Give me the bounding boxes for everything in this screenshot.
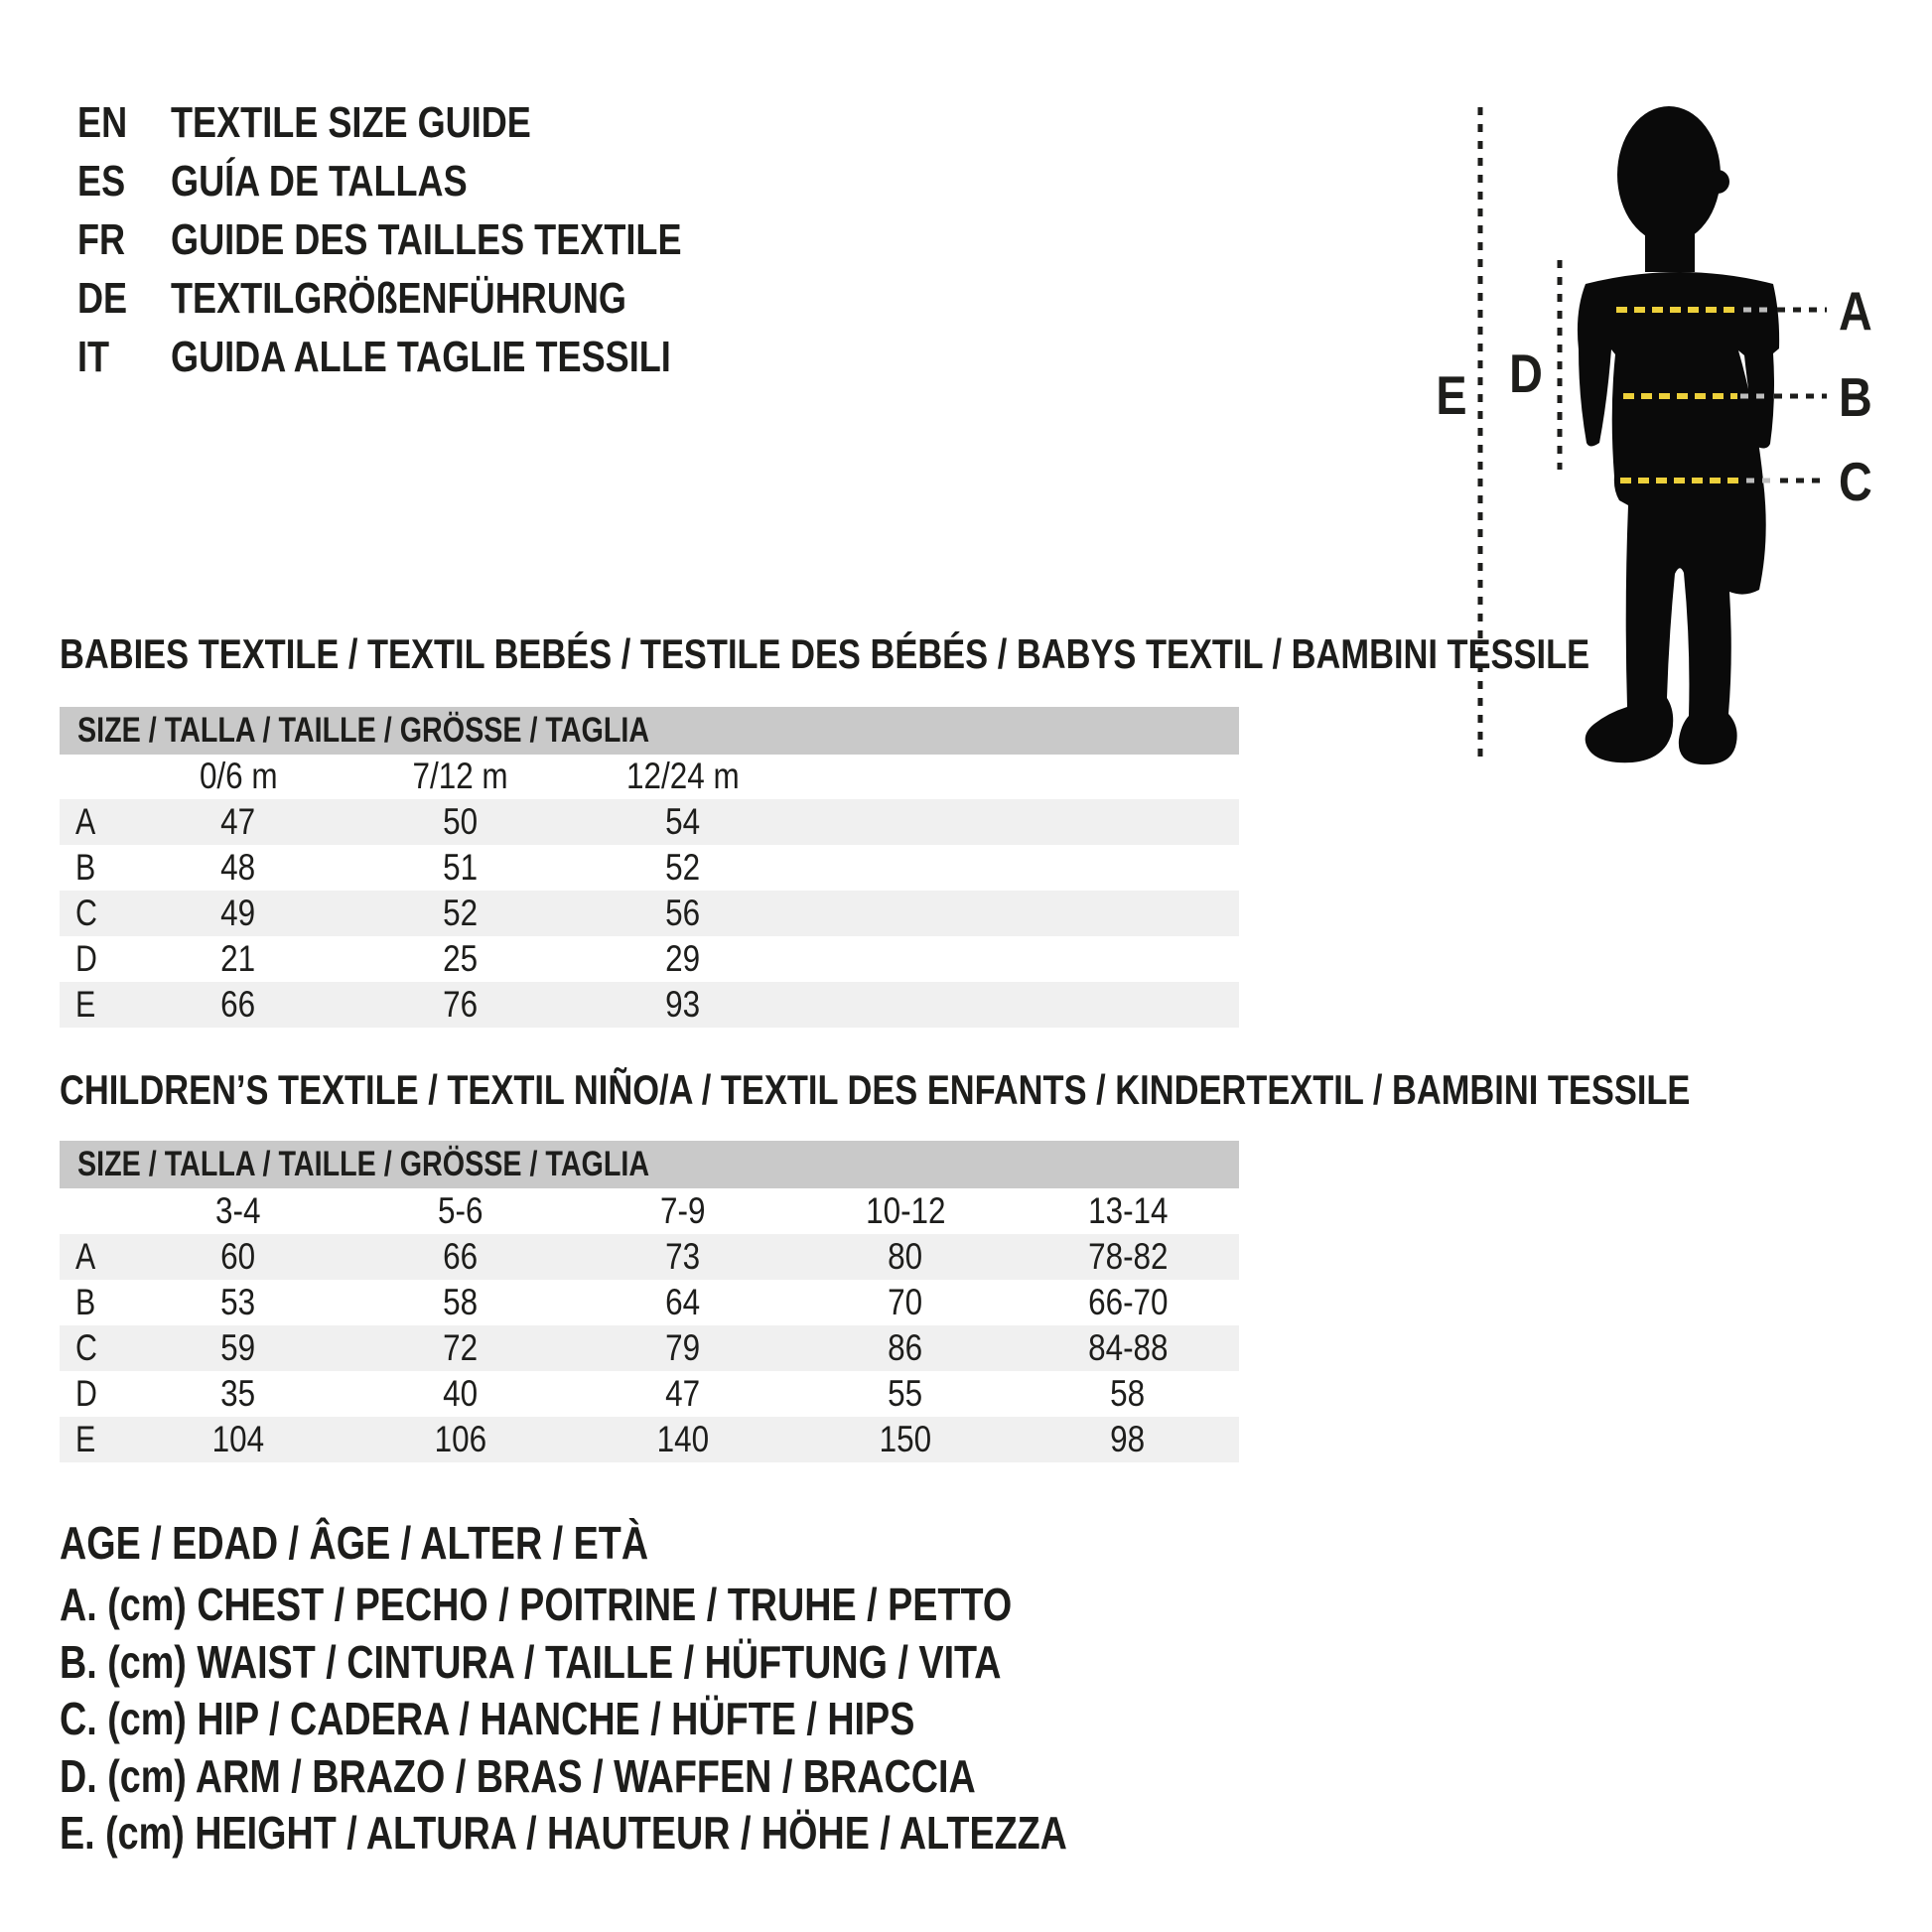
table-cell: 79 (665, 1327, 701, 1368)
table-cell: 52 (665, 847, 701, 888)
legend-line-arm: D. (cm) ARM / BRAZO / BRAS / WAFFEN / BRACCIA (60, 1750, 976, 1802)
figure-label-c: C (1839, 451, 1872, 512)
table-row (60, 845, 1239, 891)
table-cell: 29 (665, 938, 701, 979)
table-row (60, 1417, 1239, 1462)
table-cell: 76 (443, 984, 479, 1025)
legend-line-height: E. (cm) HEIGHT / ALTURA / HAUTEUR / HÖHE / ALTEZZA (60, 1807, 1067, 1859)
children-size-header-bar: SIZE / TALLA / TAILLE / GRÖSSE / TAGLIA (60, 1141, 1239, 1188)
measurement-figure (1420, 89, 1932, 784)
table-row (60, 936, 1239, 982)
babies-size-header-bar: SIZE / TALLA / TAILLE / GRÖSSE / TAGLIA (60, 707, 1239, 755)
children-column-header-row (60, 1188, 1239, 1234)
table-cell: 58 (443, 1282, 479, 1322)
table-row (60, 891, 1239, 936)
row-label: A (75, 801, 96, 842)
row-label: D (75, 938, 97, 979)
legend-age-line: AGE / EDAD / ÂGE / ALTER / ETÀ (60, 1517, 649, 1569)
language-title: GUÍA DE TALLAS (171, 157, 468, 206)
legend-line-hip: C. (cm) HIP / CADERA / HANCHE / HÜFTE / HIPS (60, 1693, 915, 1744)
table-cell: 66-70 (1087, 1282, 1169, 1322)
row-label: E (75, 984, 96, 1025)
table-cell: 106 (434, 1419, 487, 1459)
table-cell: 86 (888, 1327, 923, 1368)
table-cell: 35 (220, 1373, 256, 1414)
table-cell: 140 (656, 1419, 710, 1459)
table-row (60, 1371, 1239, 1417)
table-cell: 59 (220, 1327, 256, 1368)
column-header: 12/24 m (626, 756, 740, 796)
row-label: A (75, 1236, 96, 1277)
row-label: C (75, 1327, 97, 1368)
table-cell: 47 (220, 801, 256, 842)
language-code: IT (77, 333, 110, 381)
language-code: ES (77, 157, 126, 206)
figure-label-e: E (1436, 364, 1467, 426)
figure-label-a: A (1839, 280, 1872, 342)
column-header: 7/12 m (412, 756, 509, 796)
table-cell: 54 (665, 801, 701, 842)
table-cell: 78-82 (1087, 1236, 1169, 1277)
figure-label-d: D (1509, 343, 1543, 404)
legend-line-waist: B. (cm) WAIST / CINTURA / TAILLE / HÜFTUNG / VITA (60, 1636, 1002, 1688)
row-label: D (75, 1373, 97, 1414)
table-row (60, 1234, 1239, 1280)
table-cell: 60 (220, 1236, 256, 1277)
babies-section-heading: BABIES TEXTILE / TEXTIL BEBÉS / TESTILE DES BÉBÉS / BABYS TEXTIL / BAMBINI TESSILE (60, 630, 1590, 677)
table-cell: 73 (665, 1236, 701, 1277)
table-cell: 40 (443, 1373, 479, 1414)
table-cell: 93 (665, 984, 701, 1025)
column-header: 10-12 (865, 1190, 946, 1231)
table-cell: 52 (443, 893, 479, 933)
column-header: 3-4 (215, 1190, 261, 1231)
table-cell: 80 (888, 1236, 923, 1277)
table-cell: 56 (665, 893, 701, 933)
column-header: 7-9 (660, 1190, 706, 1231)
table-cell: 47 (665, 1373, 701, 1414)
row-label: E (75, 1419, 96, 1459)
table-cell: 49 (220, 893, 256, 933)
language-code: FR (77, 215, 126, 264)
table-row (60, 799, 1239, 845)
babies-column-header-row (60, 754, 1239, 799)
table-cell: 70 (888, 1282, 923, 1322)
table-cell: 53 (220, 1282, 256, 1322)
table-cell: 21 (220, 938, 256, 979)
row-label: C (75, 893, 97, 933)
table-row (60, 982, 1239, 1028)
table-cell: 150 (879, 1419, 932, 1459)
table-cell: 66 (220, 984, 256, 1025)
row-label: B (75, 847, 96, 888)
table-cell: 48 (220, 847, 256, 888)
table-cell: 55 (888, 1373, 923, 1414)
legend-line-chest: A. (cm) CHEST / PECHO / POITRINE / TRUHE / PETTO (60, 1579, 1013, 1630)
language-code: DE (77, 274, 128, 323)
table-cell: 72 (443, 1327, 479, 1368)
row-label: B (75, 1282, 96, 1322)
table-cell: 50 (443, 801, 479, 842)
column-header: 0/6 m (199, 756, 278, 796)
language-title: GUIDA ALLE TAGLIE TESSILI (171, 333, 671, 381)
language-title: GUIDE DES TAILLES TEXTILE (171, 215, 682, 264)
figure-label-b: B (1839, 366, 1872, 428)
table-cell: 51 (443, 847, 479, 888)
table-cell: 104 (211, 1419, 265, 1459)
language-title: TEXTILGRÖßENFÜHRUNG (171, 274, 627, 323)
table-cell: 58 (1110, 1373, 1146, 1414)
language-title: TEXTILE SIZE GUIDE (171, 98, 531, 147)
column-header: 13-14 (1087, 1190, 1169, 1231)
table-cell: 84-88 (1087, 1327, 1169, 1368)
table-row (60, 1280, 1239, 1325)
table-cell: 25 (443, 938, 479, 979)
table-row (60, 1325, 1239, 1371)
language-code: EN (77, 98, 128, 147)
table-cell: 64 (665, 1282, 701, 1322)
table-cell: 66 (443, 1236, 479, 1277)
column-header: 5-6 (438, 1190, 483, 1231)
table-cell: 98 (1110, 1419, 1146, 1459)
children-section-heading: CHILDREN’S TEXTILE / TEXTIL NIÑO/A / TEXTIL DES ENFANTS / KINDERTEXTIL / BAMBINI TESSILE (60, 1066, 1691, 1113)
